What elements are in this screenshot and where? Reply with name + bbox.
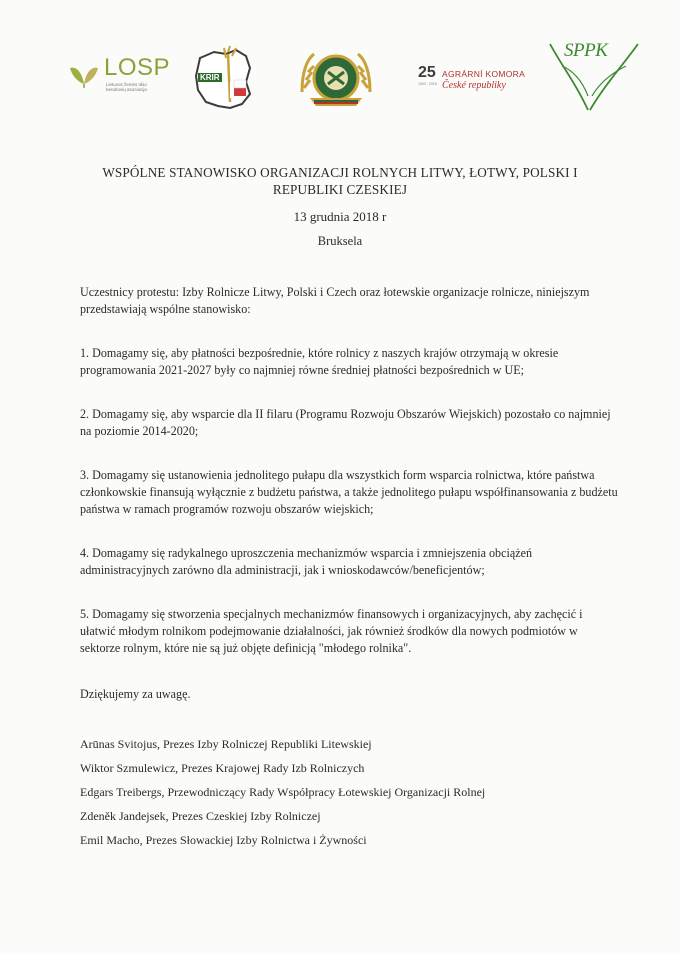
demand-point-3: 3. Domagamy się ustanowienia jednolitego pułapu dla wszystkich form wsparcia rolnictwa, które państwa członkowskie finansują wyłącznie z budżetu państwa, a także jednolitego pułapu współfinansowania z budżetu państwa w ramach programów rozwoju obszarów wiejskich; [80, 468, 618, 516]
demand-point-2: 2. Domagamy się, aby wsparcie dla II filaru (Programu Rozwoju Obszarów Wiejskich) pozostało co najmniej na poziomie 2014-2020; [80, 407, 611, 438]
demand-point-1: 1. Domagamy się, aby płatności bezpośrednie, które rolnicy z naszych krajów otrzymają w okresie programowania 2021-2027 były co najmniej równe średniej płatności bezpośrednich w UE; [80, 346, 559, 377]
signatory: Wiktor Szmulewicz, Prezes Krajowej Rady Izb Rolniczych [80, 761, 365, 775]
anniversary-years: 1993 · 2018 [418, 82, 437, 86]
intro-paragraph: Uczestnicy protestu: Izby Rolnicze Litwy, Polski i Czech oraz łotewskie organizacje rolnicze, niniejszym przedstawiają wspólne stanowisko: [80, 285, 590, 316]
document-place: Bruksela [317, 234, 363, 248]
emblem-icon [298, 44, 374, 112]
losp-logo [66, 54, 171, 98]
signatory: Edgars Treibergs, Przewodniczący Rady Współpracy Łotewskiej Organizacji Rolnej [80, 785, 486, 799]
krir-name: KRIR [200, 73, 220, 82]
latvian-organization-logo [298, 44, 374, 112]
document-date: 13 grudnia 2018 r [293, 209, 387, 224]
agrarni-name-line1: AGRÁRNÍ KOMORA [442, 69, 526, 79]
logo-bar [60, 36, 650, 116]
krir-logo [190, 42, 256, 116]
signatory: Arūnas Svitojus, Prezes Izby Rolniczej Republiki Litewskiej [80, 737, 372, 751]
losp-subtitle: Lietuvos žemės ūkio bendrovių asociacija [106, 82, 147, 92]
signatory: Zdeněk Jandejsek, Prezes Czeskiej Izby Rolniczej [80, 809, 321, 823]
losp-name: LOSP [104, 54, 171, 81]
demand-point-4: 4. Domagamy się radykalnego uproszczenia mechanizmów wsparcia i zmniejszenia obciążeń administracyjnych zarówno dla administracji, jak i wnioskodawców/beneficjentów; [80, 546, 532, 577]
anniversary-number: 25 [418, 64, 436, 81]
sppk-name: SPPK [564, 40, 608, 61]
document-title: WSPÓLNE STANOWISKO ORGANIZACJI ROLNYCH LITWY, ŁOTWY, POLSKI I REPUBLIKI CZESKIEJ [102, 165, 578, 197]
agrarni-name-line2: České republiky [442, 80, 506, 91]
leaf-icon [66, 58, 102, 94]
sppk-logo [542, 36, 642, 114]
demand-point-5: 5. Domagamy się stworzenia specjalnych mechanizmów finansowych i organizacyjnych, aby zachęcić i ułatwić młodym rolnikom podejmowanie działalności, jak również środków dla nowych podmiotów w sektorze rolnym, które nie są już objęte definicją "młodego rolnika". [80, 607, 583, 655]
agrarni-komora-logo [414, 64, 534, 98]
thanks-line: Dziękujemy za uwagę. [80, 687, 191, 701]
signatory: Emil Macho, Prezes Słowackiej Izby Rolnictwa i Żywności [80, 833, 367, 847]
